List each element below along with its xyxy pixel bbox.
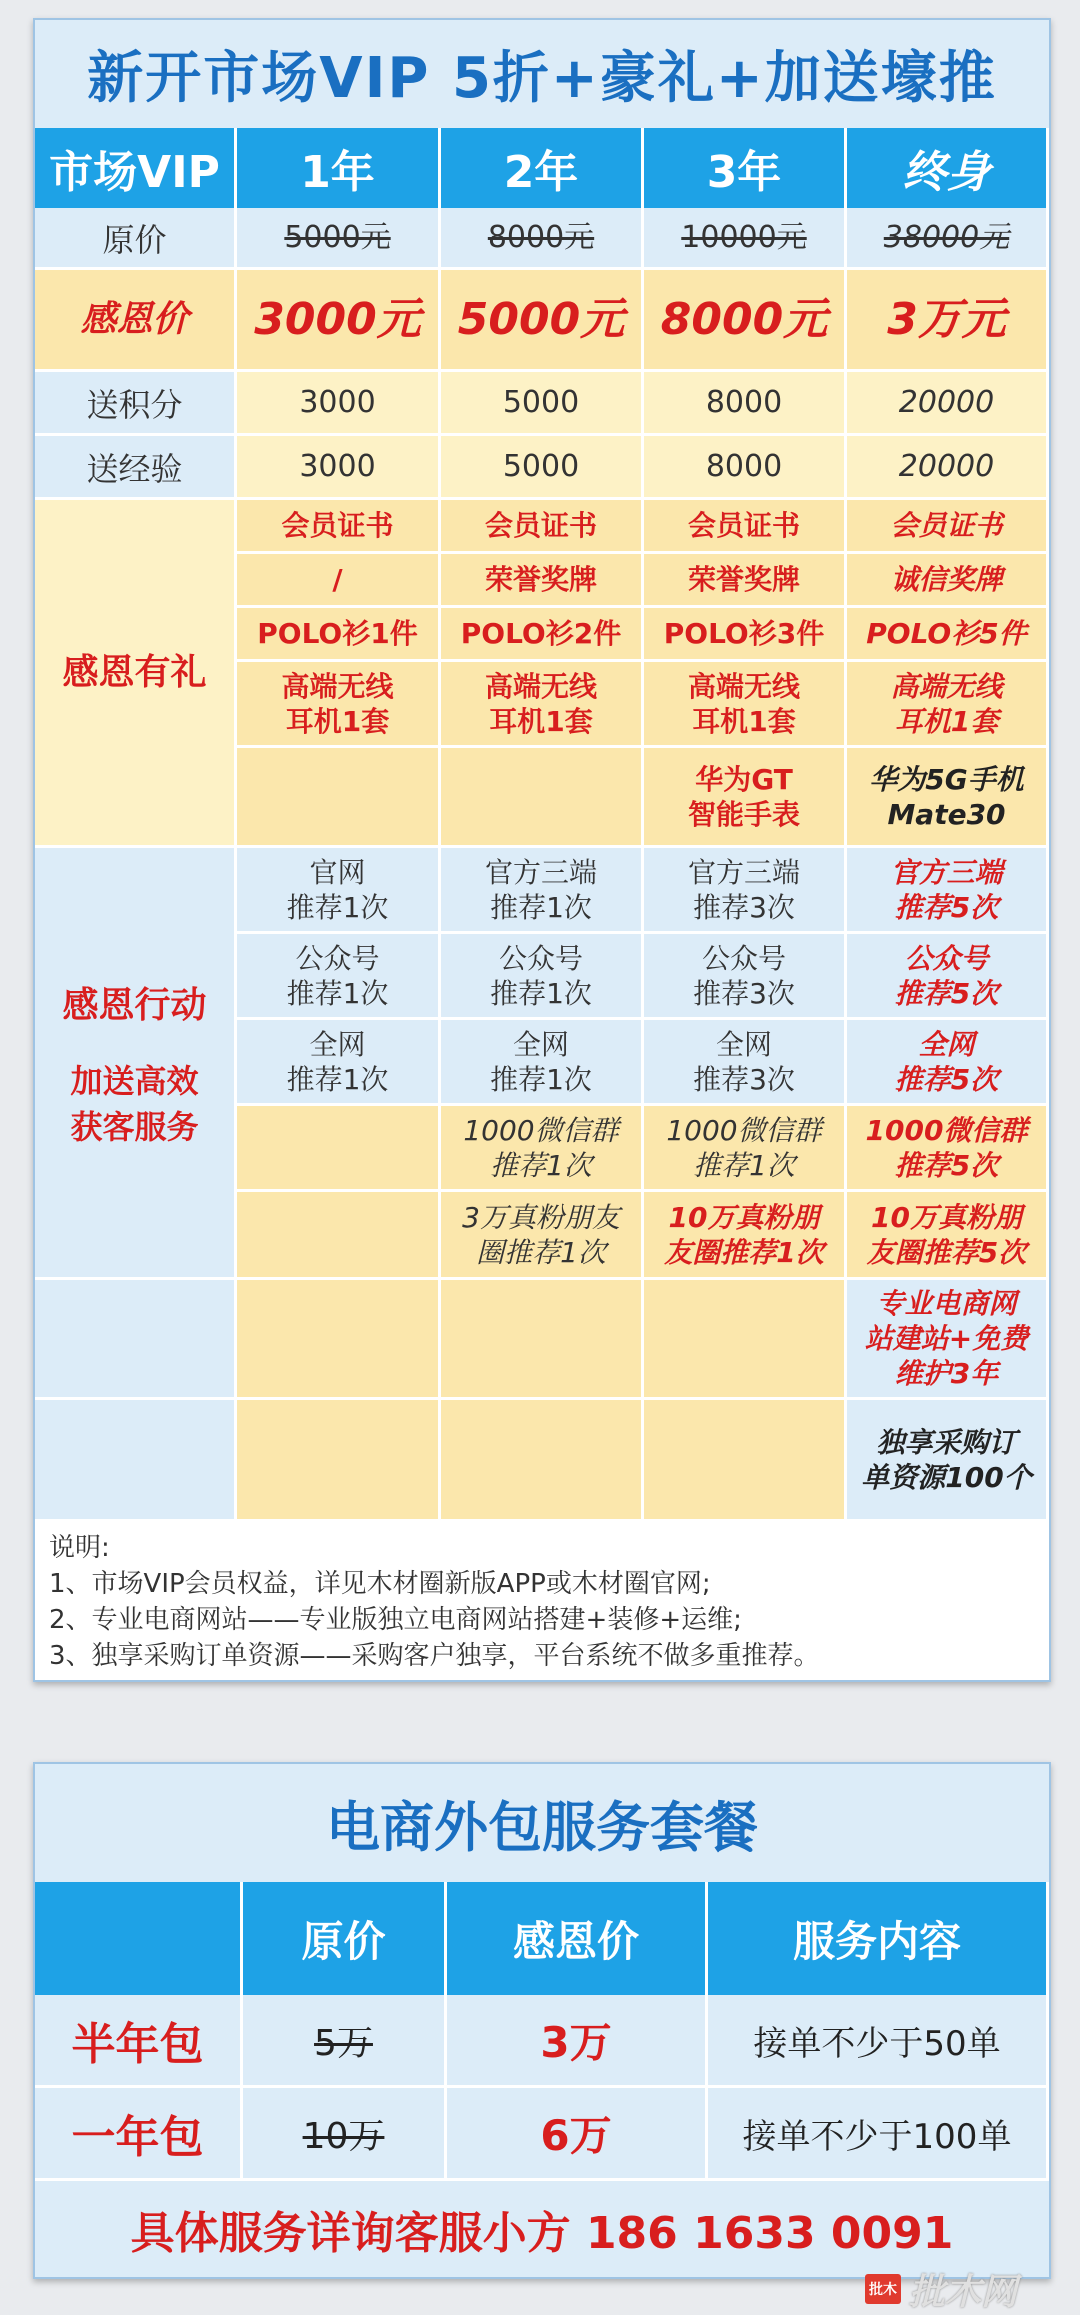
action-cell: 公众号 推荐3次 bbox=[644, 934, 847, 1020]
gratitude-price-value: 8000元 bbox=[660, 294, 828, 345]
original-price-value: 8000元 bbox=[487, 219, 595, 255]
notes-line: 2、专业电商网站——专业版独立电商网站搭建+装修+运维; bbox=[49, 1605, 742, 1635]
original-price-value: 38000元 bbox=[883, 219, 1010, 255]
extra-cell bbox=[237, 1280, 441, 1400]
actions-label-cell bbox=[35, 848, 237, 1280]
original-price-value: 5000元 bbox=[284, 219, 391, 255]
pimu-logo bbox=[865, 2270, 1018, 2313]
gift-cell bbox=[441, 748, 644, 848]
header-2: 2年 bbox=[441, 128, 644, 208]
gift-cell: 会员证书 bbox=[237, 500, 441, 554]
vip-pricing-card bbox=[33, 18, 1051, 1682]
action-cell: 公众号 推荐1次 bbox=[441, 934, 644, 1020]
actions-label: 感恩行动 bbox=[62, 985, 207, 1026]
ecom-header-1: 原价 bbox=[243, 1882, 447, 1995]
experience-value: 20000 bbox=[847, 436, 1049, 500]
gratitude-price-value: 3万元 bbox=[887, 294, 1006, 345]
notes bbox=[49, 1530, 1039, 1674]
original-price-cell bbox=[847, 208, 1049, 270]
ecom-original-price: 10万 bbox=[302, 2115, 385, 2157]
ecom-original-cell bbox=[243, 1995, 447, 2088]
notes-line: 1、市场VIP会员权益，详见木材圈新版APP或木材圈官网; bbox=[49, 1569, 711, 1599]
notes-line: 3、独享采购订单资源——采购客户独享，平台系统不做多重推荐。 bbox=[49, 1641, 820, 1671]
action-cell: 1000微信群 推荐1次 bbox=[441, 1106, 644, 1192]
ecom-header-3: 服务内容 bbox=[708, 1882, 1049, 1995]
gratitude-price-cell bbox=[237, 270, 441, 372]
gift-cell: 华为GT 智能手表 bbox=[644, 748, 847, 848]
gift-cell bbox=[237, 748, 441, 848]
experience-value: 8000 bbox=[644, 436, 847, 500]
vip-title: 新开市场VIP 5折+豪礼+加送壕推 bbox=[35, 20, 1049, 128]
gift-cell: 高端无线 耳机1套 bbox=[644, 662, 847, 748]
points-value: 3000 bbox=[237, 372, 441, 436]
action-cell: 10万真粉朋 友圈推荐5次 bbox=[847, 1192, 1049, 1280]
extra-label-cell bbox=[35, 1400, 237, 1522]
ecom-title: 电商外包服务套餐 bbox=[35, 1764, 1049, 1882]
gift-cell: 高端无线 耳机1套 bbox=[847, 662, 1049, 748]
extra-cell bbox=[644, 1280, 847, 1400]
extra-cell bbox=[644, 1400, 847, 1522]
gratitude-price-label: 感恩价 bbox=[80, 299, 189, 340]
action-cell: 官网 推荐1次 bbox=[237, 848, 441, 934]
gratitude-price-cell bbox=[441, 270, 644, 372]
action-cell: 1000微信群 推荐1次 bbox=[644, 1106, 847, 1192]
ecom-row-name: 一年包 bbox=[35, 2088, 243, 2181]
gift-cell: POLO衫3件 bbox=[644, 608, 847, 662]
header-3: 3年 bbox=[644, 128, 847, 208]
gift-cell: / bbox=[237, 554, 441, 608]
gift-cell: POLO衫5件 bbox=[847, 608, 1049, 662]
ecom-content: 接单不少于100单 bbox=[708, 2088, 1049, 2181]
gift-cell: 荣誉奖牌 bbox=[644, 554, 847, 608]
ecom-price: 6万 bbox=[447, 2088, 708, 2181]
points-value: 20000 bbox=[847, 372, 1049, 436]
experience-value: 3000 bbox=[237, 436, 441, 500]
ecom-original-cell bbox=[243, 2088, 447, 2181]
gift-cell: 华为5G手机 Mate30 bbox=[847, 748, 1049, 848]
logo-badge: 批木 bbox=[865, 2274, 901, 2304]
gifts-label: 感恩有礼 bbox=[62, 652, 207, 693]
experience-value: 5000 bbox=[441, 436, 644, 500]
action-cell: 全网 推荐1次 bbox=[441, 1020, 644, 1106]
points-value: 5000 bbox=[441, 372, 644, 436]
action-cell: 全网 推荐1次 bbox=[237, 1020, 441, 1106]
original-price-cell bbox=[237, 208, 441, 270]
notes-line: 说明: bbox=[49, 1533, 110, 1563]
logo-text: 批木网 bbox=[909, 2271, 1018, 2313]
gifts-label-cell bbox=[35, 500, 237, 848]
action-cell bbox=[237, 1192, 441, 1280]
original-price-value: 10000元 bbox=[681, 219, 807, 255]
gift-cell: POLO衫1件 bbox=[237, 608, 441, 662]
extra-label-cell bbox=[35, 1280, 237, 1400]
contact-footer: 具体服务详询客服小方 186 1633 0091 bbox=[35, 2181, 1049, 2277]
gift-cell: 会员证书 bbox=[644, 500, 847, 554]
ecom-package-card bbox=[33, 1762, 1051, 2279]
action-cell: 1000微信群 推荐5次 bbox=[847, 1106, 1049, 1192]
experience-label: 送经验 bbox=[35, 436, 237, 500]
gift-cell: POLO衫2件 bbox=[441, 608, 644, 662]
original-price-cell bbox=[644, 208, 847, 270]
gift-cell: 高端无线 耳机1套 bbox=[441, 662, 644, 748]
header-4: 终身 bbox=[847, 128, 1049, 208]
action-cell: 官方三端 推荐5次 bbox=[847, 848, 1049, 934]
ecom-original-price: 5万 bbox=[314, 2022, 373, 2064]
action-cell: 10万真粉朋 友圈推荐1次 bbox=[644, 1192, 847, 1280]
ecom-header-2: 感恩价 bbox=[447, 1882, 708, 1995]
extra-cell bbox=[441, 1400, 644, 1522]
extra-cell bbox=[237, 1400, 441, 1522]
extra-cell: 专业电商网 站建站+免费 维护3年 bbox=[847, 1280, 1049, 1400]
gift-cell: 荣誉奖牌 bbox=[441, 554, 644, 608]
gift-cell: 诚信奖牌 bbox=[847, 554, 1049, 608]
ecom-content: 接单不少于50单 bbox=[708, 1995, 1049, 2088]
points-label: 送积分 bbox=[35, 372, 237, 436]
gratitude-price-cell bbox=[644, 270, 847, 372]
header-1: 1年 bbox=[237, 128, 441, 208]
gift-cell: 高端无线 耳机1套 bbox=[237, 662, 441, 748]
action-cell: 官方三端 推荐1次 bbox=[441, 848, 644, 934]
extra-cell: 独享采购订 单资源100个 bbox=[847, 1400, 1049, 1522]
action-cell: 公众号 推荐5次 bbox=[847, 934, 1049, 1020]
gratitude-price-value: 5000元 bbox=[457, 294, 625, 345]
action-cell: 3万真粉朋友 圈推荐1次 bbox=[441, 1192, 644, 1280]
gratitude-price-value: 3000元 bbox=[254, 294, 421, 345]
original-price-cell bbox=[441, 208, 644, 270]
action-cell: 官方三端 推荐3次 bbox=[644, 848, 847, 934]
action-cell: 全网 推荐5次 bbox=[847, 1020, 1049, 1106]
header-0: 市场VIP bbox=[35, 128, 237, 208]
ecom-header-0 bbox=[35, 1882, 243, 1995]
action-cell: 全网 推荐3次 bbox=[644, 1020, 847, 1106]
gift-cell: 会员证书 bbox=[441, 500, 644, 554]
action-cell: 公众号 推荐1次 bbox=[237, 934, 441, 1020]
gift-cell: 会员证书 bbox=[847, 500, 1049, 554]
extra-cell bbox=[441, 1280, 644, 1400]
ecom-row-name: 半年包 bbox=[35, 1995, 243, 2088]
action-cell bbox=[237, 1106, 441, 1192]
points-value: 8000 bbox=[644, 372, 847, 436]
ecom-price: 3万 bbox=[447, 1995, 708, 2088]
actions-sublabel: 加送高效 获客服务 bbox=[70, 1062, 199, 1146]
gratitude-price-label-cell bbox=[35, 270, 237, 372]
original-price-label: 原价 bbox=[35, 208, 237, 270]
gratitude-price-cell bbox=[847, 270, 1049, 372]
